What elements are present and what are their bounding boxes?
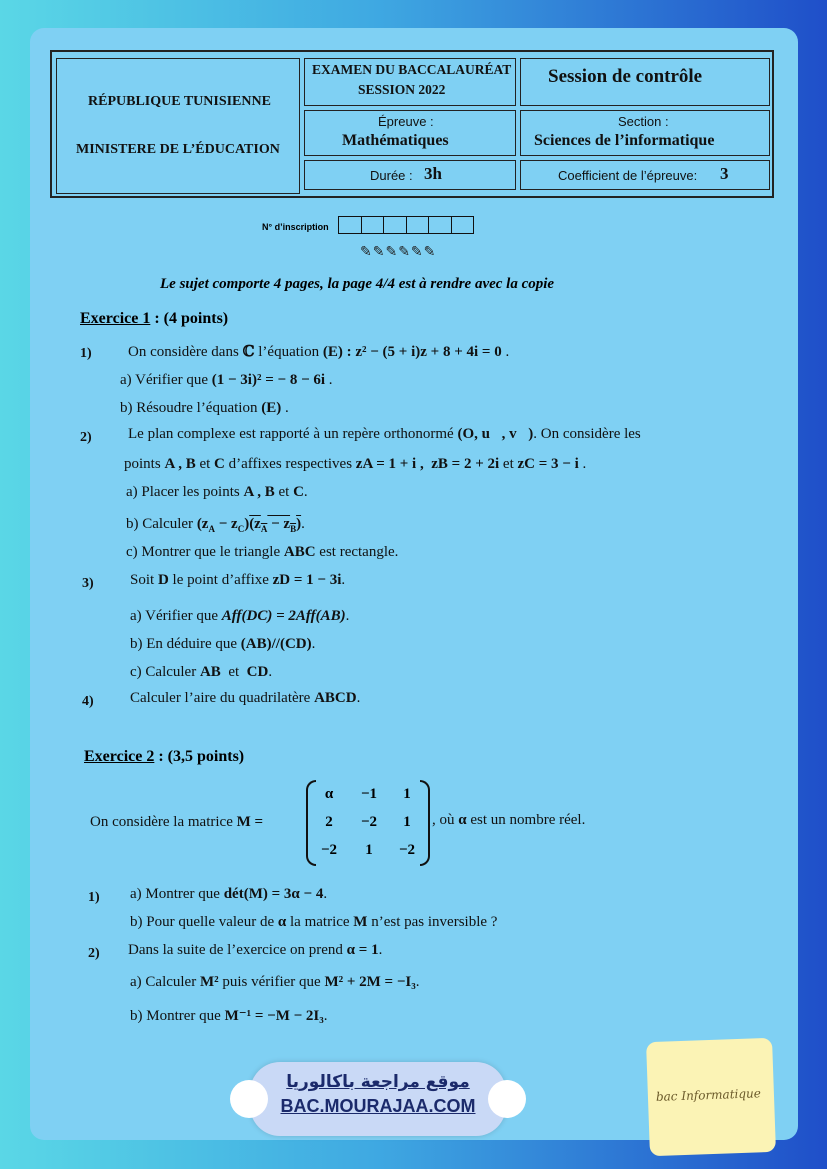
exam-session-year: SESSION 2022 [358,82,446,97]
q2-number: 2) [80,430,92,445]
coef-value: 3 [720,164,729,183]
matrix-cell: −2 [360,814,378,830]
matrix-cell: 1 [403,786,411,802]
q2-statement: Le plan complexe est rapporté à un repère orthonormé (O, u⃗, v⃗). On considère les [128,426,641,442]
site-banner[interactable] [250,1062,506,1136]
header-left-box [56,58,300,194]
matrix-cell: −1 [360,786,378,802]
ex2-q2a: a) Calculer M² puis vérifier que M² + 2M = −I₃. [130,974,420,990]
exercise-2-points: : (3,5 points) [158,748,245,765]
matrix-cell: −2 [320,842,338,858]
coef-label: Coefficient de l’épreuve: [558,168,698,183]
exam-notice: Le sujet comporte 4 pages, la page 4/4 est à rendre avec la copie [160,276,555,292]
section-value: Sciences de l’informatique [534,132,715,149]
matrix-cell: α [324,786,334,802]
exercise-1-label: Exercice 1 [80,310,151,327]
q1-number: 1) [80,346,92,361]
matrix-cell: −2 [398,842,416,858]
session-type: Session de contrôle [548,66,703,87]
epreuve-value: Mathématiques [342,132,449,149]
country-name: RÉPUBLIQUE TUNISIENNE [88,94,271,109]
q1-statement: On considère dans ℂ l’équation (E) : z² − (5 + i)z + 8 + 4i = 0 . [128,342,510,360]
matrix-cell: 1 [403,814,411,830]
bac-informatique-text: bac Informatique [655,1086,762,1104]
section-label: Section : [618,114,669,129]
ex2-q1a: a) Montrer que dét(M) = 3α − 4. [130,886,328,902]
exam-title: EXAMEN DU BACCALAURÉAT [312,62,512,77]
q2b: b) Calculer $(z_A - z_C)(z_A - z_B)$. [126,516,305,534]
pencil-icon: ✎✎✎✎✎✎ [360,245,437,260]
q3c: c) Calculer AB et CD. [130,664,273,680]
ministry-name: MINISTERE DE L’ÉDUCATION [76,142,280,157]
q2-points: points A , B et C d’affixes respectives zA = 1 + i , zB = 2 + 2i et zC = 3 − i . [124,456,587,472]
q3-statement: Soit D le point d’affixe zD = 1 − 3i. [130,572,346,588]
matrix-intro: On considère la matrice M = [90,814,264,830]
q3b: b) En déduire que (AB)//(CD). [130,636,316,652]
bac-informatique-sticker [646,1038,776,1156]
exam-sheet [30,28,798,1140]
site-logo-icon [488,1080,526,1118]
site-url[interactable]: BAC.MOURAJAA.COM [280,1096,476,1116]
exercise-2-title [84,748,244,766]
ex2-q2b: b) Montrer que M⁻¹ = −M − 2I₃. [130,1008,328,1024]
q1b: b) Résoudre l’équation (E) . [120,400,289,416]
epreuve-label: Épreuve : [378,114,434,129]
q3-number: 3) [82,576,94,591]
ex2-q2-number: 2) [88,946,100,961]
q3a: a) Vérifier que Aff(DC) = 2Aff(AB). [130,608,350,624]
q2a: a) Placer les points A , B et C. [126,484,308,500]
duree-label: Durée : [370,168,413,183]
exercise-2-label: Exercice 2 [84,748,155,765]
ex2-q2-statement: Dans la suite de l’exercice on prend α = 1. [128,942,383,958]
duree-value: 3h [424,164,442,183]
matrix-intro-end: , où α est un nombre réel. [432,812,586,828]
matrix-cell: 1 [365,842,373,858]
q2c: c) Montrer que le triangle ABC est rectangle. [126,544,399,560]
inscription-label: N° d’inscription [262,222,329,232]
matrix-cell: 2 [325,814,333,830]
inscription-boxes[interactable] [338,216,474,234]
q1a: a) Vérifier que (1 − 3i)² = − 8 − 6i . [120,372,333,388]
ex2-q1b: b) Pour quelle valeur de α la matrice M n’est pas inversible ? [130,914,498,930]
site-arabic-name: موقع مراجعة باكالوريا [286,1072,470,1092]
ex2-q1-number: 1) [88,890,100,905]
site-logo-icon [230,1080,268,1118]
matrix-M [306,780,430,866]
exercise-1-points: : (4 points) [154,310,229,327]
q4-statement: Calculer l’aire du quadrilatère ABCD. [130,690,361,706]
exercise-1-title [80,310,228,328]
q4-number: 4) [82,694,94,709]
